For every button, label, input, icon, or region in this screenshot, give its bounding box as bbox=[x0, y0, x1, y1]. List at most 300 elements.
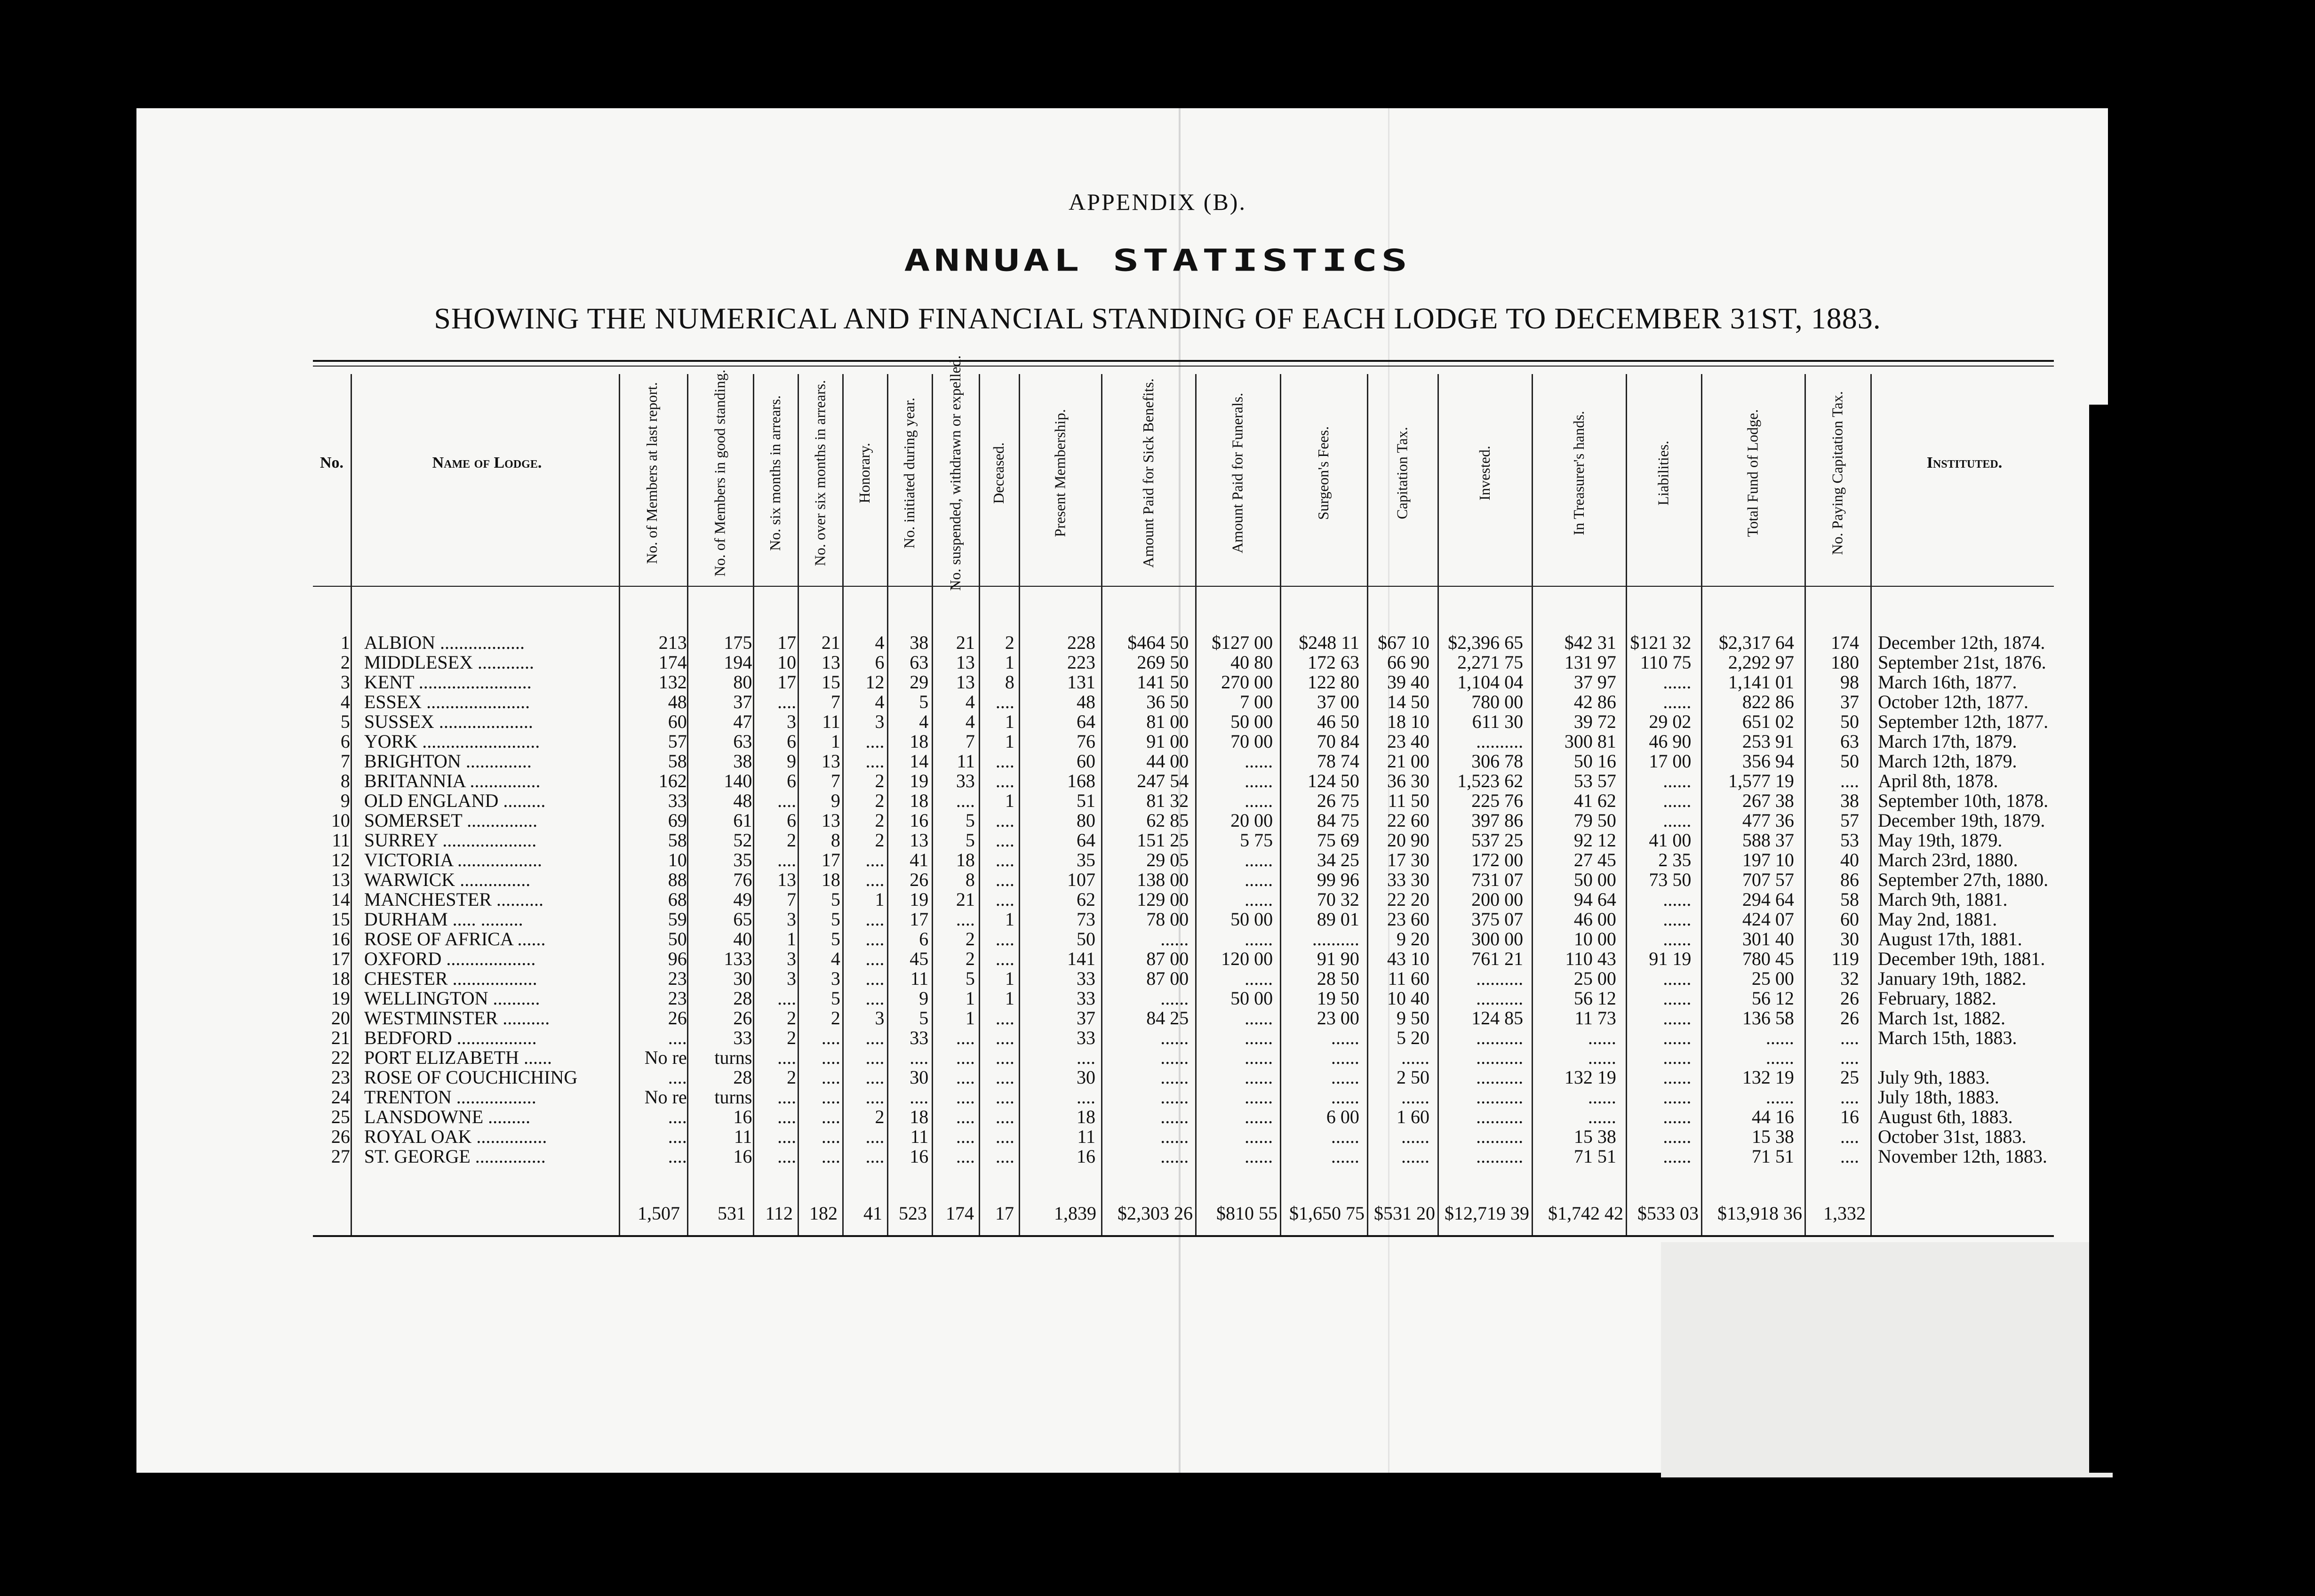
treasurer-hands: 15 38 bbox=[1573, 1126, 1616, 1147]
sick-benefits: 44 00 bbox=[1146, 750, 1189, 772]
honorary: 1 bbox=[875, 889, 885, 910]
initiated: 11 bbox=[910, 968, 929, 989]
lodge-name: TRENTON ................. bbox=[364, 1086, 536, 1108]
sick-benefits: 87 00 bbox=[1146, 948, 1189, 969]
treasurer-hands: ...... bbox=[1588, 1106, 1616, 1127]
deceased: .... bbox=[995, 1146, 1014, 1167]
sick-benefits: 129 00 bbox=[1137, 889, 1189, 910]
capitation-tax: 20 90 bbox=[1387, 830, 1429, 851]
members-last: 10 bbox=[668, 849, 687, 870]
lodge-rows bbox=[313, 633, 2066, 1166]
invested: 1,523 62 bbox=[1457, 770, 1524, 791]
invested: .......... bbox=[1476, 1086, 1524, 1108]
paying-tax: 16 bbox=[1840, 1106, 1859, 1127]
header-treasurer: In Treasurer's hands. bbox=[1570, 410, 1587, 535]
table-row bbox=[313, 830, 2066, 850]
deceased: 1 bbox=[1005, 711, 1014, 732]
header-deceased: Deceased. bbox=[990, 442, 1007, 504]
initiated: 16 bbox=[910, 810, 929, 831]
over-six: 5 bbox=[830, 909, 840, 930]
surgeon-fees: ...... bbox=[1331, 1126, 1359, 1147]
suspended: .... bbox=[956, 1086, 975, 1108]
good-standing: 28 bbox=[733, 988, 752, 1009]
treasurer-hands: ...... bbox=[1588, 1047, 1616, 1068]
honorary: .... bbox=[865, 1086, 885, 1108]
suspended: .... bbox=[956, 790, 975, 811]
members-last: .... bbox=[668, 1067, 687, 1088]
funerals: ...... bbox=[1245, 1086, 1273, 1108]
lodge-number: 11 bbox=[332, 830, 350, 851]
present: 50 bbox=[1076, 928, 1095, 950]
total-surgeon: $1,650 75 bbox=[1289, 1203, 1365, 1224]
over-six: 9 bbox=[830, 790, 840, 811]
over-six: 8 bbox=[830, 830, 840, 851]
paying-tax: .... bbox=[1840, 1146, 1859, 1167]
present: 33 bbox=[1076, 968, 1095, 989]
over-six: .... bbox=[821, 1146, 840, 1167]
total-suspended: 174 bbox=[946, 1203, 974, 1224]
lodge-name: PORT ELIZABETH ...... bbox=[364, 1047, 552, 1068]
lodge-number: 6 bbox=[340, 731, 350, 752]
good-standing: 140 bbox=[724, 770, 752, 791]
invested: 1,104 04 bbox=[1457, 671, 1524, 693]
capitation-tax: 22 60 bbox=[1387, 810, 1429, 831]
deceased: .... bbox=[995, 948, 1014, 969]
present: 141 bbox=[1067, 948, 1095, 969]
initiated: 18 bbox=[910, 790, 929, 811]
surgeon-fees: 34 25 bbox=[1317, 849, 1359, 870]
total-paying: 1,332 bbox=[1823, 1203, 1866, 1224]
members-last: 132 bbox=[658, 671, 687, 693]
six-months: .... bbox=[777, 1146, 797, 1167]
paying-tax: 60 bbox=[1840, 909, 1859, 930]
capitation-tax: ...... bbox=[1401, 1126, 1429, 1147]
treasurer-hands: 300 81 bbox=[1564, 731, 1616, 752]
header-paying: No. Paying Capitation Tax. bbox=[1828, 391, 1846, 555]
honorary: 4 bbox=[875, 632, 885, 653]
invested: .......... bbox=[1476, 1146, 1524, 1167]
lodge-name: VICTORIA .................. bbox=[364, 849, 543, 870]
funerals: $127 00 bbox=[1212, 632, 1273, 653]
table-row bbox=[313, 751, 2066, 771]
present: 64 bbox=[1076, 830, 1095, 851]
top-rule-thin bbox=[313, 366, 2054, 367]
table-row bbox=[313, 870, 2066, 890]
initiated: 19 bbox=[910, 889, 929, 910]
liabilities: ...... bbox=[1663, 671, 1692, 693]
instituted: July 18th, 1883. bbox=[1877, 1086, 1999, 1108]
surgeon-fees: 70 84 bbox=[1317, 731, 1359, 752]
funerals: ...... bbox=[1245, 1106, 1273, 1127]
members-last: 58 bbox=[668, 830, 687, 851]
members-last: .... bbox=[668, 1146, 687, 1167]
header-honorary: Honorary. bbox=[856, 442, 873, 503]
initiated: 19 bbox=[910, 770, 929, 791]
paying-tax: .... bbox=[1840, 1086, 1859, 1108]
invested: .......... bbox=[1476, 968, 1524, 989]
instituted: March 9th, 1881. bbox=[1877, 889, 2008, 910]
header-invested: Invested. bbox=[1476, 445, 1493, 501]
six-months: .... bbox=[777, 1126, 797, 1147]
honorary: .... bbox=[865, 731, 885, 752]
deceased: .... bbox=[995, 691, 1014, 712]
total-fund: 132 19 bbox=[1742, 1067, 1794, 1088]
surgeon-fees: 124 50 bbox=[1307, 770, 1359, 791]
table-row bbox=[313, 633, 2066, 653]
honorary: .... bbox=[865, 849, 885, 870]
total-fund: 15 38 bbox=[1751, 1126, 1794, 1147]
sick-benefits: ...... bbox=[1160, 988, 1189, 1009]
liabilities: ...... bbox=[1663, 1027, 1692, 1048]
suspended: 11 bbox=[957, 750, 975, 772]
instituted: December 19th, 1879. bbox=[1877, 810, 2045, 831]
paying-tax: 38 bbox=[1840, 790, 1859, 811]
suspended: 2 bbox=[965, 948, 975, 969]
deceased: .... bbox=[995, 849, 1014, 870]
suspended: 4 bbox=[965, 691, 975, 712]
invested: 375 07 bbox=[1471, 909, 1524, 930]
present: 37 bbox=[1076, 1007, 1095, 1029]
suspended: .... bbox=[956, 1027, 975, 1048]
paying-tax: 53 bbox=[1840, 830, 1859, 851]
good-standing: 133 bbox=[724, 948, 752, 969]
suspended: 21 bbox=[956, 889, 975, 910]
six-months: 13 bbox=[777, 869, 797, 890]
lodge-name: DURHAM ..... ......... bbox=[364, 909, 523, 930]
surgeon-fees: ...... bbox=[1331, 1146, 1359, 1167]
six-months: 17 bbox=[777, 671, 797, 693]
lodge-name: SURREY .................... bbox=[364, 830, 537, 851]
present: 168 bbox=[1067, 770, 1095, 791]
invested: 537 25 bbox=[1471, 830, 1524, 851]
sick-benefits: 87 00 bbox=[1146, 968, 1189, 989]
funerals: ...... bbox=[1245, 790, 1273, 811]
total-fund: $2,317 64 bbox=[1718, 632, 1794, 653]
capitation-tax: 33 30 bbox=[1387, 869, 1429, 890]
total-six-months: 112 bbox=[765, 1203, 793, 1224]
paying-tax: 30 bbox=[1840, 928, 1859, 950]
total-sick: $2,303 26 bbox=[1118, 1203, 1193, 1224]
paper-wear bbox=[1661, 1242, 2113, 1477]
sick-benefits: 78 00 bbox=[1146, 909, 1189, 930]
good-standing: 49 bbox=[733, 889, 752, 910]
total-initiated: 523 bbox=[899, 1203, 927, 1224]
total-fund: 56 12 bbox=[1751, 988, 1794, 1009]
header-name: Name of Lodge. bbox=[432, 454, 542, 471]
deceased: .... bbox=[995, 1027, 1014, 1048]
capitation-tax: 18 10 bbox=[1387, 711, 1429, 732]
honorary: 4 bbox=[875, 691, 885, 712]
over-six: 18 bbox=[821, 869, 840, 890]
liabilities: ...... bbox=[1663, 909, 1692, 930]
total-good-standing: 531 bbox=[718, 1203, 746, 1224]
good-standing: 35 bbox=[733, 849, 752, 870]
total-fund: ...... bbox=[1765, 1047, 1794, 1068]
surgeon-fees: 37 00 bbox=[1317, 691, 1359, 712]
treasurer-hands: 25 00 bbox=[1573, 968, 1616, 989]
suspended: .... bbox=[956, 1126, 975, 1147]
deceased: .... bbox=[995, 869, 1014, 890]
initiated: 38 bbox=[910, 632, 929, 653]
invested: 200 00 bbox=[1471, 889, 1524, 910]
header-over-six: No. over six months in arrears. bbox=[811, 380, 829, 566]
table-row bbox=[313, 1008, 2066, 1028]
surgeon-fees: 122 80 bbox=[1307, 671, 1359, 693]
members-last: 58 bbox=[668, 750, 687, 772]
table-row bbox=[313, 811, 2066, 830]
over-six: 21 bbox=[821, 632, 840, 653]
present: 48 bbox=[1076, 691, 1095, 712]
torn-edge-2 bbox=[2089, 405, 2108, 1473]
initiated: 5 bbox=[919, 691, 929, 712]
six-months: 3 bbox=[787, 711, 797, 732]
members-last: .... bbox=[668, 1126, 687, 1147]
present: 60 bbox=[1076, 750, 1095, 772]
paying-tax: 119 bbox=[1831, 948, 1859, 969]
present: 33 bbox=[1076, 988, 1095, 1009]
lodge-number: 8 bbox=[340, 770, 350, 791]
total-fund: 822 86 bbox=[1742, 691, 1794, 712]
table-row bbox=[313, 1127, 2066, 1147]
instituted: August 17th, 1881. bbox=[1877, 928, 2022, 950]
total-fund: 1,141 01 bbox=[1728, 671, 1794, 693]
present: 64 bbox=[1076, 711, 1095, 732]
deceased: 1 bbox=[1005, 790, 1014, 811]
present: 33 bbox=[1076, 1027, 1095, 1048]
header-no: No. bbox=[319, 454, 344, 471]
table-row bbox=[313, 890, 2066, 910]
suspended: 21 bbox=[956, 632, 975, 653]
funerals: ...... bbox=[1245, 849, 1273, 870]
surgeon-fees: ...... bbox=[1331, 1047, 1359, 1068]
six-months: 1 bbox=[787, 928, 797, 950]
instituted: March 15th, 1883. bbox=[1877, 1027, 2017, 1048]
capitation-tax: 1 60 bbox=[1396, 1106, 1429, 1127]
table-row bbox=[313, 653, 2066, 672]
honorary: 2 bbox=[875, 810, 885, 831]
invested: .......... bbox=[1476, 1126, 1524, 1147]
over-six: 5 bbox=[830, 889, 840, 910]
deceased: .... bbox=[995, 1126, 1014, 1147]
lodge-number: 13 bbox=[331, 869, 350, 890]
sick-benefits: 84 25 bbox=[1146, 1007, 1189, 1029]
suspended: 13 bbox=[956, 671, 975, 693]
members-last: 162 bbox=[658, 770, 687, 791]
surgeon-fees: 28 50 bbox=[1317, 968, 1359, 989]
six-months: 10 bbox=[777, 652, 797, 673]
deceased: .... bbox=[995, 928, 1014, 950]
initiated: 41 bbox=[910, 849, 929, 870]
paying-tax: 174 bbox=[1830, 632, 1859, 653]
present: 73 bbox=[1076, 909, 1095, 930]
table-row bbox=[313, 910, 2066, 929]
six-months: 2 bbox=[787, 1007, 797, 1029]
paying-tax: .... bbox=[1840, 770, 1859, 791]
capitation-tax: ...... bbox=[1401, 1086, 1429, 1108]
lodge-number: 14 bbox=[331, 889, 350, 910]
present: 16 bbox=[1076, 1146, 1095, 1167]
invested: 761 21 bbox=[1471, 948, 1524, 969]
present: .... bbox=[1076, 1086, 1095, 1108]
capitation-tax: ...... bbox=[1401, 1047, 1429, 1068]
paying-tax: 86 bbox=[1840, 869, 1859, 890]
funerals: 120 00 bbox=[1221, 948, 1273, 969]
page-subtitle: SHOWING THE NUMERICAL AND FINANCIAL STANDING OF EACH LODGE TO DECEMBER 31ST, 1883. bbox=[434, 302, 1881, 335]
capitation-tax: 10 40 bbox=[1387, 988, 1429, 1009]
six-months: 2 bbox=[787, 830, 797, 851]
paying-tax: .... bbox=[1840, 1126, 1859, 1147]
sick-benefits: 91 00 bbox=[1146, 731, 1189, 752]
sick-benefits: 81 00 bbox=[1146, 711, 1189, 732]
members-last: 48 bbox=[668, 691, 687, 712]
funerals: ...... bbox=[1245, 1027, 1273, 1048]
funerals: 7 00 bbox=[1240, 691, 1273, 712]
treasurer-hands: 71 51 bbox=[1573, 1146, 1616, 1167]
header-good-standing: No. of Members in good standing. bbox=[711, 369, 728, 576]
members-last: 69 bbox=[668, 810, 687, 831]
good-standing: 61 bbox=[733, 810, 752, 831]
present: 107 bbox=[1067, 869, 1095, 890]
invested: 172 00 bbox=[1471, 849, 1524, 870]
honorary: .... bbox=[865, 909, 885, 930]
suspended: 5 bbox=[965, 810, 975, 831]
instituted: July 9th, 1883. bbox=[1877, 1067, 1990, 1088]
suspended: 18 bbox=[956, 849, 975, 870]
lodge-name: BEDFORD ................. bbox=[364, 1027, 537, 1048]
capitation-tax: 17 30 bbox=[1387, 849, 1429, 870]
honorary: .... bbox=[865, 948, 885, 969]
honorary: 3 bbox=[875, 711, 885, 732]
lodge-name: WARWICK ............... bbox=[364, 869, 531, 890]
capitation-tax: ...... bbox=[1401, 1146, 1429, 1167]
total-fund: 294 64 bbox=[1742, 889, 1794, 910]
capitation-tax: 23 40 bbox=[1387, 731, 1429, 752]
over-six: 3 bbox=[830, 968, 840, 989]
total-fund: 477 36 bbox=[1742, 810, 1794, 831]
lodge-name: SUSSEX .................... bbox=[364, 711, 533, 732]
liabilities: 29 02 bbox=[1649, 711, 1692, 732]
suspended: 13 bbox=[956, 652, 975, 673]
suspended: .... bbox=[956, 909, 975, 930]
instituted: October 12th, 1877. bbox=[1877, 691, 2028, 712]
instituted bbox=[1864, 1048, 2066, 1068]
liabilities: ...... bbox=[1663, 1146, 1692, 1167]
members-last: 23 bbox=[668, 988, 687, 1009]
good-standing: 16 bbox=[733, 1146, 752, 1167]
header-present: Present Membership. bbox=[1051, 409, 1069, 537]
sick-benefits: 81 32 bbox=[1146, 790, 1189, 811]
table-row bbox=[313, 712, 2066, 732]
sick-benefits: ...... bbox=[1160, 1126, 1189, 1147]
instituted: January 19th, 1882. bbox=[1877, 968, 2027, 989]
good-standing: 76 bbox=[733, 869, 752, 890]
funerals: 40 80 bbox=[1230, 652, 1273, 673]
honorary: .... bbox=[865, 750, 885, 772]
table-row bbox=[313, 1087, 2066, 1107]
capitation-tax: 9 50 bbox=[1396, 1007, 1429, 1029]
invested: .......... bbox=[1476, 988, 1524, 1009]
members-last: 96 bbox=[668, 948, 687, 969]
instituted: March 1st, 1882. bbox=[1877, 1007, 2006, 1029]
instituted: March 16th, 1877. bbox=[1877, 671, 2017, 693]
total-fund: 1,577 19 bbox=[1728, 770, 1794, 791]
lodge-number: 1 bbox=[340, 632, 350, 653]
good-standing: 52 bbox=[733, 830, 752, 851]
six-months: .... bbox=[777, 1047, 797, 1068]
over-six: 15 bbox=[821, 671, 840, 693]
suspended: .... bbox=[956, 1106, 975, 1127]
lodge-name: YORK ......................... bbox=[364, 731, 540, 752]
capitation-tax: $67 10 bbox=[1377, 632, 1429, 653]
suspended: 8 bbox=[965, 869, 975, 890]
instituted: August 6th, 1883. bbox=[1877, 1106, 2013, 1127]
table-row bbox=[313, 692, 2066, 712]
initiated: 33 bbox=[910, 1027, 929, 1048]
capitation-tax: 43 10 bbox=[1387, 948, 1429, 969]
over-six: 5 bbox=[830, 928, 840, 950]
six-months: 6 bbox=[787, 770, 797, 791]
deceased: 8 bbox=[1005, 671, 1014, 693]
total-fund: 71 51 bbox=[1751, 1146, 1794, 1167]
paying-tax: 50 bbox=[1840, 711, 1859, 732]
over-six: 11 bbox=[822, 711, 840, 732]
members-last: .... bbox=[668, 1027, 687, 1048]
treasurer-hands: 92 12 bbox=[1573, 830, 1616, 851]
surgeon-fees: 75 69 bbox=[1317, 830, 1359, 851]
good-standing: 40 bbox=[733, 928, 752, 950]
header-members-last: No. of Members at last report. bbox=[643, 382, 660, 564]
over-six: 17 bbox=[821, 849, 840, 870]
total-invested: $12,719 39 bbox=[1445, 1203, 1529, 1224]
over-six: .... bbox=[821, 1027, 840, 1048]
paying-tax: 32 bbox=[1840, 968, 1859, 989]
over-six: 13 bbox=[821, 750, 840, 772]
lodge-number: 5 bbox=[340, 711, 350, 732]
surgeon-fees: 23 00 bbox=[1317, 1007, 1359, 1029]
total-capitation: $531 20 bbox=[1374, 1203, 1435, 1224]
honorary: 2 bbox=[875, 790, 885, 811]
lodge-name: BRIGHTON .............. bbox=[364, 750, 532, 772]
lodge-number: 17 bbox=[331, 948, 350, 969]
deceased: 1 bbox=[1005, 652, 1014, 673]
table-row bbox=[313, 1068, 2066, 1087]
instituted: November 12th, 1883. bbox=[1877, 1146, 2047, 1167]
deceased: 1 bbox=[1005, 909, 1014, 930]
sick-benefits: 29 05 bbox=[1146, 849, 1189, 870]
six-months: 2 bbox=[787, 1067, 797, 1088]
present: 62 bbox=[1076, 889, 1095, 910]
lodge-name: OLD ENGLAND ......... bbox=[364, 790, 546, 811]
liabilities: 91 19 bbox=[1649, 948, 1692, 969]
instituted: March 17th, 1879. bbox=[1877, 731, 2017, 752]
good-standing: 80 bbox=[733, 671, 752, 693]
initiated: 18 bbox=[910, 731, 929, 752]
good-standing: 47 bbox=[733, 711, 752, 732]
suspended: .... bbox=[956, 1067, 975, 1088]
lodge-name: KENT ........................ bbox=[364, 671, 532, 693]
header-surgeon: Surgeon's Fees. bbox=[1315, 426, 1332, 520]
sick-benefits: $464 50 bbox=[1127, 632, 1189, 653]
six-months: .... bbox=[777, 1106, 797, 1127]
lodge-number: 23 bbox=[331, 1067, 350, 1088]
lodge-number: 16 bbox=[331, 928, 350, 950]
treasurer-hands: 42 86 bbox=[1573, 691, 1616, 712]
initiated: 29 bbox=[910, 671, 929, 693]
suspended: 5 bbox=[965, 968, 975, 989]
over-six: 4 bbox=[830, 948, 840, 969]
capitation-tax: 39 40 bbox=[1387, 671, 1429, 693]
good-standing: 11 bbox=[734, 1126, 752, 1147]
